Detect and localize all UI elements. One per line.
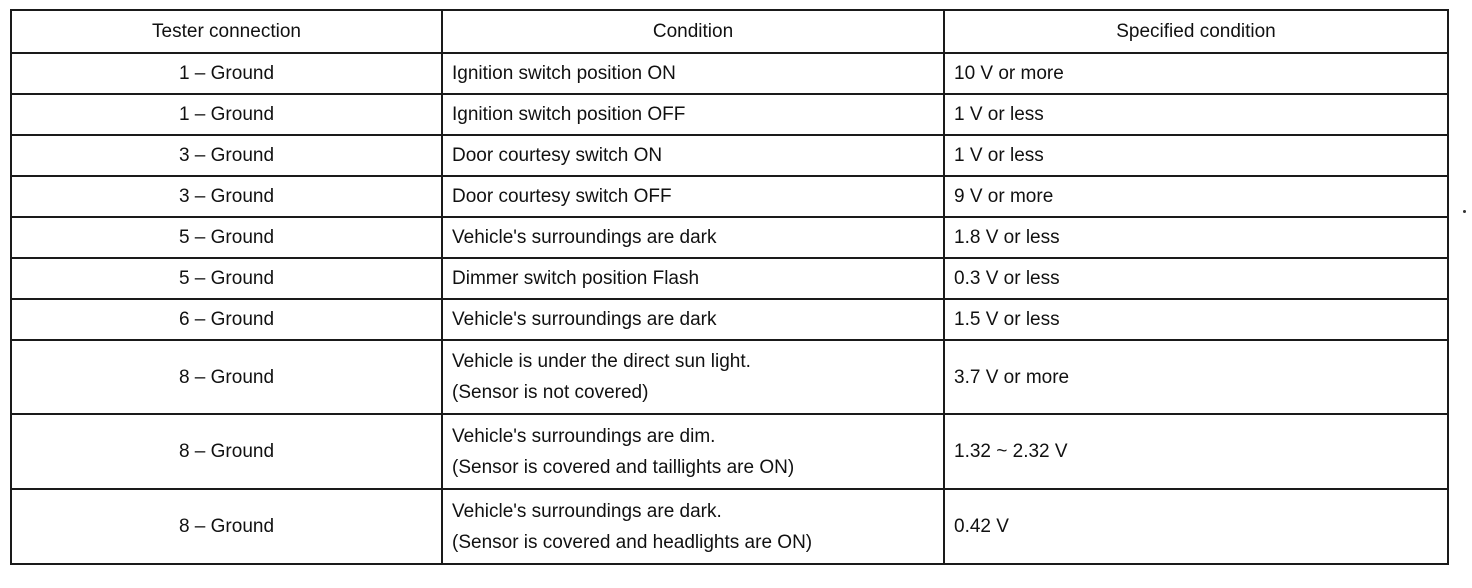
condition-cell <box>442 299 944 340</box>
specification-table <box>10 9 1449 565</box>
condition-line: Vehicle's surroundings are dark <box>452 309 717 330</box>
condition-cell <box>442 340 944 414</box>
condition-line: Door courtesy switch OFF <box>452 186 672 207</box>
specified-condition-cell: 0.3 V or less <box>944 258 1448 299</box>
scan-dot <box>1463 210 1466 213</box>
condition-line: Vehicle's surroundings are dark. <box>452 500 722 522</box>
condition-line: Vehicle's surroundings are dark <box>452 227 717 248</box>
tester-connection-cell: 3 – Ground <box>11 176 442 217</box>
table-row <box>11 489 1448 564</box>
table-row <box>11 414 1448 489</box>
tester-connection-cell: 5 – Ground <box>11 217 442 258</box>
tester-connection-cell: 3 – Ground <box>11 135 442 176</box>
specified-condition-cell: 10 V or more <box>944 53 1448 94</box>
condition-cell <box>442 94 944 135</box>
header-specified-condition: Specified condition <box>944 10 1448 53</box>
condition-line: Vehicle's surroundings are dim. <box>452 425 716 447</box>
specified-condition-cell: 1 V or less <box>944 94 1448 135</box>
condition-note-line: (Sensor is covered and headlights are ON) <box>452 531 813 553</box>
specified-condition-cell: 0.42 V <box>944 489 1448 564</box>
table-row <box>11 176 1448 217</box>
header-tester-connection: Tester connection <box>11 10 442 53</box>
table-row <box>11 135 1448 176</box>
specified-condition-cell: 1.5 V or less <box>944 299 1448 340</box>
condition-note-line: (Sensor is covered and taillights are ON) <box>452 456 795 478</box>
condition-cell <box>442 258 944 299</box>
tester-connection-cell: 1 – Ground <box>11 94 442 135</box>
specified-condition-cell: 1.32 ~ 2.32 V <box>944 414 1448 489</box>
tester-connection-cell: 8 – Ground <box>11 340 442 414</box>
table-row <box>11 299 1448 340</box>
condition-line: Vehicle is under the direct sun light. <box>452 351 751 372</box>
condition-cell <box>442 414 944 489</box>
specified-condition-cell: 3.7 V or more <box>944 340 1448 414</box>
condition-cell <box>442 53 944 94</box>
condition-cell <box>442 217 944 258</box>
condition-cell <box>442 135 944 176</box>
header-condition: Condition <box>442 10 944 53</box>
tester-connection-cell: 6 – Ground <box>11 299 442 340</box>
condition-note-line: (Sensor is not covered) <box>452 382 649 403</box>
tester-connection-cell: 8 – Ground <box>11 414 442 489</box>
tester-connection-cell: 1 – Ground <box>11 53 442 94</box>
condition-line: Ignition switch position ON <box>452 63 676 84</box>
specified-condition-cell: 1.8 V or less <box>944 217 1448 258</box>
specified-condition-cell: 1 V or less <box>944 135 1448 176</box>
tester-connection-cell: 8 – Ground <box>11 489 442 564</box>
table-row <box>11 217 1448 258</box>
header-row <box>11 10 1448 53</box>
table-row <box>11 53 1448 94</box>
table-row <box>11 94 1448 135</box>
tester-connection-cell: 5 – Ground <box>11 258 442 299</box>
table-row <box>11 340 1448 414</box>
condition-line: Ignition switch position OFF <box>452 104 686 125</box>
condition-line: Door courtesy switch ON <box>452 145 663 166</box>
condition-line: Dimmer switch position Flash <box>452 268 700 289</box>
condition-cell <box>442 176 944 217</box>
table-row <box>11 258 1448 299</box>
specified-condition-cell: 9 V or more <box>944 176 1448 217</box>
condition-cell <box>442 489 944 564</box>
